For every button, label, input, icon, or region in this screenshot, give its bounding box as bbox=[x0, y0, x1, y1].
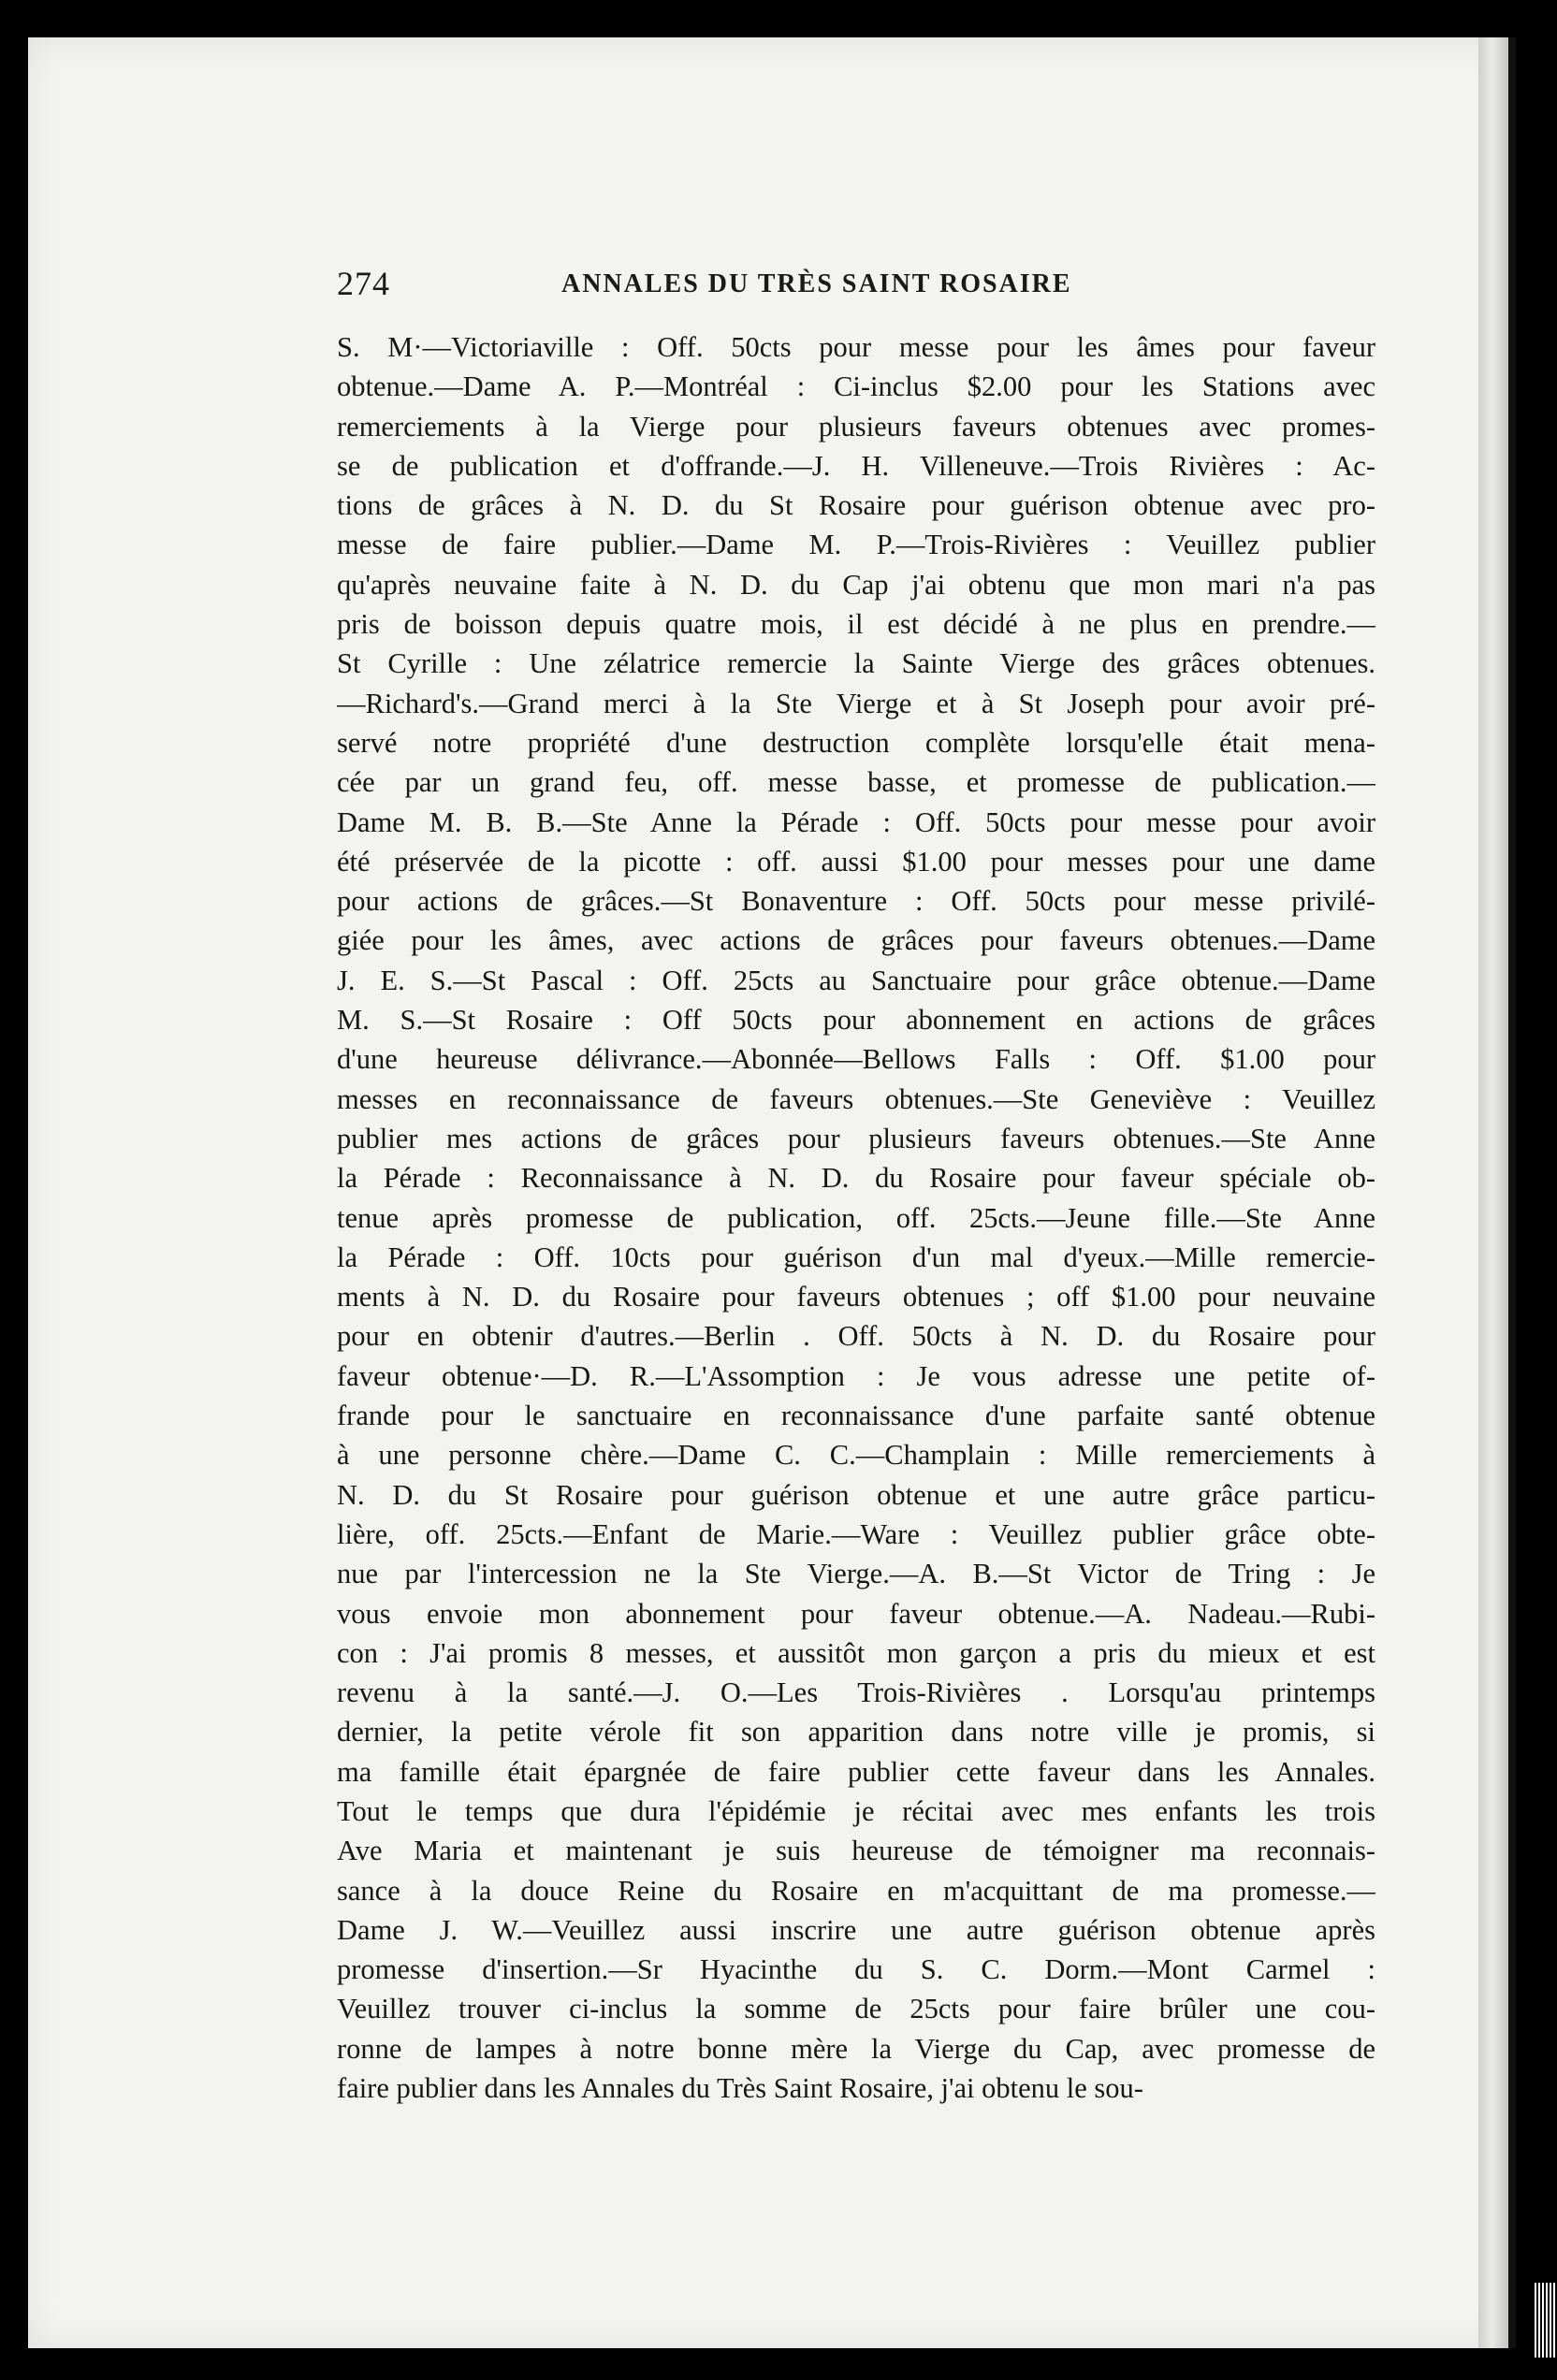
text-line: Dame M. B. B.—Ste Anne la Pérade : Off. 50cts pour messe pour avoir bbox=[337, 805, 1375, 838]
text-line: frande pour le sanctuaire en reconnaissance d'une parfaite santé obtenue bbox=[337, 1400, 1375, 1432]
text-line: lière, off. 25cts.—Enfant de Marie.—Ware : Veuillez publier grâce obte- bbox=[337, 1517, 1375, 1550]
text-line: faire publier dans les Annales du Très Saint Rosaire, j'ai obtenu le sou- bbox=[337, 2072, 1143, 2105]
text-line: —Richard's.—Grand merci à la Ste Vierge et à St Joseph pour avoir pré- bbox=[337, 687, 1375, 719]
text-line: St Cyrille : Une zélatrice remercie la Sainte Vierge des grâces obtenues. bbox=[337, 647, 1375, 680]
running-title: ANNALES DU TRÈS SAINT ROSAIRE bbox=[561, 269, 1072, 298]
text-line: sance à la douce Reine du Rosaire en m'acquittant de ma promesse.— bbox=[337, 1874, 1375, 1907]
text-line: Dame J. W.—Veuillez aussi inscrire une autre guérison obtenue après bbox=[337, 1913, 1375, 1946]
text-line: giée pour les âmes, avec actions de grâces pour faveurs obtenues.—Dame bbox=[337, 924, 1375, 957]
text-line: Ave Maria et maintenant je suis heureuse de témoigner ma reconnais- bbox=[337, 1835, 1375, 1867]
text-line: publier mes actions de grâces pour plusieurs faveurs obtenues.—Ste Anne bbox=[337, 1122, 1375, 1154]
text-line: tions de grâces à N. D. du St Rosaire pour guérison obtenue avec pro- bbox=[337, 489, 1375, 522]
text-line: nue par l'intercession ne la Ste Vierge.—A. B.—St Victor de Tring : Je bbox=[337, 1558, 1375, 1590]
text-line: messe de faire publier.—Dame M. P.—Trois-Rivières : Veuillez publier bbox=[337, 529, 1375, 561]
text-line: messes en reconnaissance de faveurs obtenues.—Ste Geneviève : Veuillez bbox=[337, 1082, 1375, 1115]
text-line: remerciements à la Vierge pour plusieurs faveurs obtenues avec promes- bbox=[337, 410, 1375, 443]
text-line: se de publication et d'offrande.—J. H. Villeneuve.—Trois Rivières : Ac- bbox=[337, 449, 1375, 482]
page-header bbox=[337, 264, 1385, 311]
text-line: ma famille était épargnée de faire publier cette faveur dans les Annales. bbox=[337, 1755, 1375, 1788]
page-number: 274 bbox=[337, 265, 390, 302]
text-line: ronne de lampes à notre bonne mère la Vierge du Cap, avec promesse de bbox=[337, 2032, 1375, 2065]
text-line: promesse d'insertion.—Sr Hyacinthe du S. C. Dorm.—Mont Carmel : bbox=[337, 1953, 1375, 1986]
text-line: con : J'ai promis 8 messes, et aussitôt mon garçon a pris du mieux et est bbox=[337, 1636, 1375, 1669]
text-line: pour actions de grâces.—St Bonaventure : Off. 50cts pour messe privilé- bbox=[337, 885, 1375, 918]
page-edge bbox=[1478, 37, 1512, 2348]
text-line: vous envoie mon abonnement pour faveur obtenue.—A. Nadeau.—Rubi- bbox=[337, 1597, 1375, 1630]
text-line: S. M·—Victoriaville : Off. 50cts pour messe pour les âmes pour faveur bbox=[337, 331, 1375, 363]
text-line: la Pérade : Off. 10cts pour guérison d'un mal d'yeux.—Mille remercie- bbox=[337, 1241, 1375, 1273]
body-text bbox=[337, 327, 1375, 2108]
scan-edge-marks bbox=[1535, 2283, 1555, 2358]
text-line: tenue après promesse de publication, off. 25cts.—Jeune fille.—Ste Anne bbox=[337, 1201, 1375, 1234]
text-line: d'une heureuse délivrance.—Abonnée—Bellows Falls : Off. $1.00 pour bbox=[337, 1043, 1375, 1076]
text-line: servé notre propriété d'une destruction complète lorsqu'elle était mena- bbox=[337, 726, 1375, 759]
text-line: faveur obtenue·—D. R.—L'Assomption : Je vous adresse une petite of- bbox=[337, 1359, 1375, 1392]
text-line: dernier, la petite vérole fit son apparition dans notre ville je promis, si bbox=[337, 1716, 1375, 1749]
text-line: cée par un grand feu, off. messe basse, et promesse de publication.— bbox=[337, 766, 1375, 799]
text-line: été préservée de la picotte : off. aussi $1.00 pour messes pour une dame bbox=[337, 845, 1375, 878]
text-line: revenu à la santé.—J. O.—Les Trois-Rivières . Lorsqu'au printemps bbox=[337, 1676, 1375, 1709]
text-line: N. D. du St Rosaire pour guérison obtenue et une autre grâce particu- bbox=[337, 1478, 1375, 1511]
text-line: ments à N. D. du Rosaire pour faveurs obtenues ; off $1.00 pour neuvaine bbox=[337, 1281, 1375, 1313]
text-line: Veuillez trouver ci-inclus la somme de 25cts pour faire brûler une cou- bbox=[337, 1993, 1375, 2025]
text-line: pour en obtenir d'autres.—Berlin . Off. 50cts à N. D. du Rosaire pour bbox=[337, 1320, 1375, 1353]
text-line: obtenue.—Dame A. P.—Montréal : Ci-inclus $2.00 pour les Stations avec bbox=[337, 370, 1375, 403]
text-line: pris de boisson depuis quatre mois, il est décidé à ne plus en prendre.— bbox=[337, 608, 1375, 641]
text-line: qu'après neuvaine faite à N. D. du Cap j'ai obtenu que mon mari n'a pas bbox=[337, 568, 1375, 601]
text-line: la Pérade : Reconnaissance à N. D. du Rosaire pour faveur spéciale ob- bbox=[337, 1162, 1375, 1195]
text-line: J. E. S.—St Pascal : Off. 25cts au Sanctuaire pour grâce obtenue.—Dame bbox=[337, 964, 1375, 996]
text-line: Tout le temps que dura l'épidémie je récitai avec mes enfants les trois bbox=[337, 1794, 1375, 1827]
text-line: M. S.—St Rosaire : Off 50cts pour abonnement en actions de grâces bbox=[337, 1004, 1375, 1037]
binding-shadow bbox=[1508, 37, 1516, 2348]
text-line: à une personne chère.—Dame C. C.—Champlain : Mille remerciements à bbox=[337, 1439, 1375, 1472]
